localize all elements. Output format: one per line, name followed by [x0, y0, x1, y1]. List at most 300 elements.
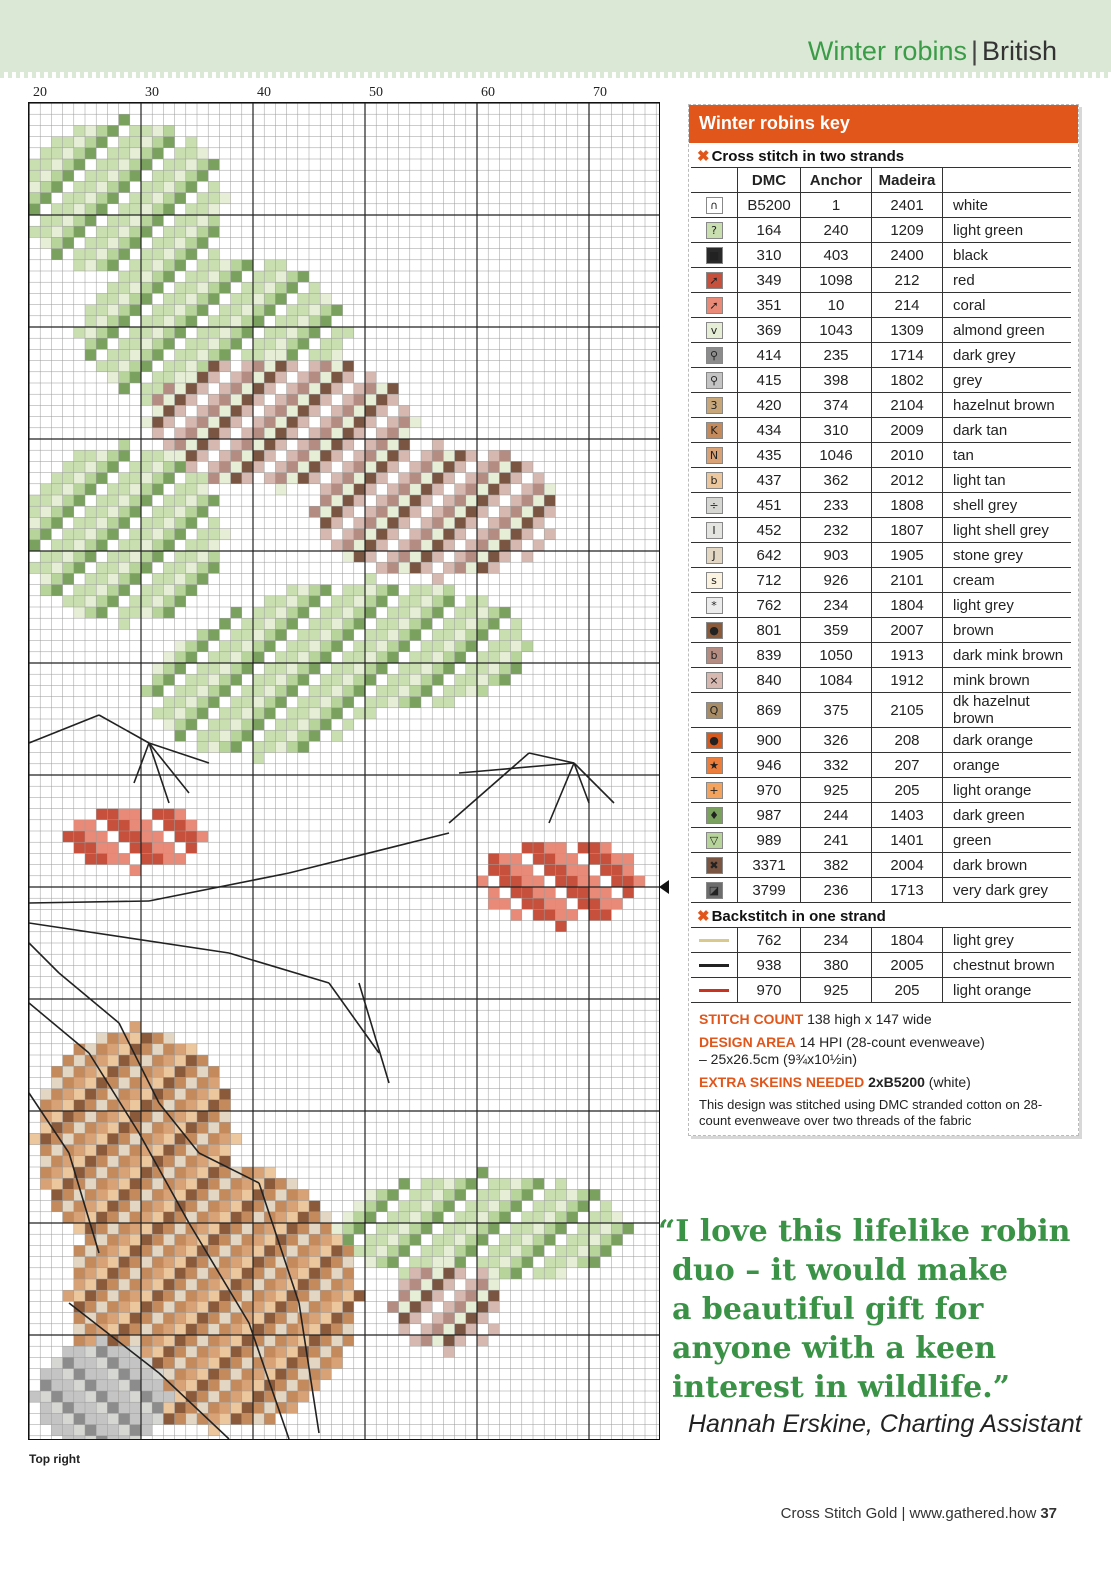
stitch-cell: [242, 741, 253, 752]
stitch-cell: [208, 405, 219, 416]
stitch-cell: [443, 618, 454, 629]
stitch-cell: [387, 529, 398, 540]
key-row: [691, 568, 1071, 593]
stitch-cell: [186, 1245, 197, 1256]
stitch-cell: [152, 1212, 163, 1223]
stitch-cell: [410, 629, 421, 640]
stitch-cell: [320, 439, 331, 450]
stitch-cell: [600, 853, 611, 864]
stitch-cell: [40, 1402, 51, 1413]
stitch-cell: [74, 148, 85, 159]
stitch-cell: [51, 237, 62, 248]
stitch-cell: [589, 1189, 600, 1200]
stitch-cell: [208, 1167, 219, 1178]
colour-name-header: [943, 168, 1072, 193]
dmc-code: 762: [738, 928, 801, 953]
stitch-cell: [376, 629, 387, 640]
stitch-cell: [163, 1402, 174, 1413]
key-symbol: [691, 243, 738, 268]
stitch-cell: [29, 170, 40, 181]
stitch-cell: [197, 305, 208, 316]
stitch-cell: [477, 529, 488, 540]
colour-name: almond green: [943, 318, 1072, 343]
stitch-cell: [432, 573, 443, 584]
stitch-cell: [331, 517, 342, 528]
stitch-cell: [197, 193, 208, 204]
stitch-cell: [455, 674, 466, 685]
anchor-code: 380: [801, 953, 872, 978]
stitch-cell: [219, 719, 230, 730]
stitch-cell: [477, 1324, 488, 1335]
stitch-cell: [175, 1145, 186, 1156]
dmc-code: 164: [738, 218, 801, 243]
anchor-code: 1046: [801, 443, 872, 468]
madeira-code: 205: [872, 978, 943, 1003]
stitch-cell: [387, 551, 398, 562]
stitch-cell: [219, 529, 230, 540]
stitch-cell: [197, 450, 208, 461]
stitch-cell: [85, 181, 96, 192]
stitch-cell: [96, 495, 107, 506]
key-row: [691, 828, 1071, 853]
stitch-cell: [466, 495, 477, 506]
stitch-cell: [175, 1066, 186, 1077]
key-symbol: [691, 643, 738, 668]
stitch-cell: [119, 596, 130, 607]
stitch-cell: [499, 1212, 510, 1223]
stitch-cell: [399, 1245, 410, 1256]
stitch-cell: [219, 652, 230, 663]
dmc-code: 420: [738, 393, 801, 418]
cross-stitch-heading-text: Cross stitch in two strands: [711, 148, 905, 165]
stitch-cell: [119, 170, 130, 181]
stitch-cell: [443, 1178, 454, 1189]
stitch-cell: [298, 730, 309, 741]
stitch-cell: [130, 450, 141, 461]
stitch-cell: [130, 1145, 141, 1156]
stitch-cell: [107, 1100, 118, 1111]
stitch-cell: [298, 618, 309, 629]
stitch-cell: [219, 1369, 230, 1380]
stitch-cell: [51, 193, 62, 204]
stitch-cell: [130, 349, 141, 360]
stitch-cell: [320, 607, 331, 618]
stitch-cell: [365, 473, 376, 484]
stitch-cell: [107, 585, 118, 596]
stitch-cell: [421, 1223, 432, 1234]
anchor-code: 233: [801, 493, 872, 518]
stitch-cell: [130, 383, 141, 394]
stitch-cell: [175, 417, 186, 428]
stitch-cell: [74, 1077, 85, 1088]
stitch-cell: [264, 652, 275, 663]
symbol-swatch: b: [706, 472, 723, 489]
stitch-cell: [85, 305, 96, 316]
stitch-cell: [443, 641, 454, 652]
stitch-cell: [253, 1245, 264, 1256]
stitch-cell: [298, 674, 309, 685]
backstitch-line: [289, 833, 449, 873]
stitch-cell: [611, 865, 622, 876]
stitch-cell: [399, 663, 410, 674]
key-row: [691, 803, 1071, 828]
anchor-code: 398: [801, 368, 872, 393]
stitch-cell: [107, 461, 118, 472]
stitch-cell: [298, 1257, 309, 1268]
stitch-cell: [432, 506, 443, 517]
stitch-cell: [365, 394, 376, 405]
stitch-cell: [376, 1212, 387, 1223]
stitch-cell: [343, 428, 354, 439]
stitch-cell: [152, 663, 163, 674]
stitch-cell: [119, 1413, 130, 1424]
stitch-cell: [298, 596, 309, 607]
anchor-code: 1043: [801, 318, 872, 343]
stitch-cell: [443, 607, 454, 618]
stitch-cell: [399, 461, 410, 472]
stitch-cell: [275, 1369, 286, 1380]
stitch-cell: [85, 148, 96, 159]
stitch-cell: [399, 697, 410, 708]
stitch-cell: [186, 842, 197, 853]
stitch-cell: [343, 495, 354, 506]
stitch-cell: [163, 204, 174, 215]
stitch-cell: [85, 1156, 96, 1167]
dmc-code: 434: [738, 418, 801, 443]
key-symbol: [691, 593, 738, 618]
stitch-cell: [141, 495, 152, 506]
stitch-cell: [466, 1268, 477, 1279]
stitch-cell: [163, 1201, 174, 1212]
stitch-cell: [477, 1268, 488, 1279]
stitch-cell: [555, 876, 566, 887]
stitch-cell: [522, 495, 533, 506]
stitch-cell: [51, 1100, 62, 1111]
stitch-cell: [63, 1122, 74, 1133]
stitch-cell: [511, 865, 522, 876]
backstitch-line: [549, 763, 574, 823]
stitch-cell: [175, 428, 186, 439]
madeira-code: 2101: [872, 568, 943, 593]
stitch-cell: [242, 316, 253, 327]
stitch-cell: [107, 551, 118, 562]
stitch-cell: [130, 1201, 141, 1212]
stitch-cell: [376, 495, 387, 506]
stitch-cell: [40, 215, 51, 226]
colour-name: stone grey: [943, 543, 1072, 568]
colour-name: brown: [943, 618, 1072, 643]
stitch-cell: [63, 1111, 74, 1122]
stitch-cell: [85, 1335, 96, 1346]
stitch-cell: [544, 1189, 555, 1200]
stitch-cell: [275, 1201, 286, 1212]
stitch-cell: [231, 282, 242, 293]
stitch-cell: [208, 215, 219, 226]
stitch-cell: [488, 517, 499, 528]
stitch-cell: [253, 1167, 264, 1178]
stitch-cell: [130, 1021, 141, 1032]
stitch-cell: [96, 1234, 107, 1245]
anchor-code: 332: [801, 753, 872, 778]
key-symbol: [691, 468, 738, 493]
stitching-note: This design was stitched using DMC stranded cotton on 28-count evenweave over two threads of the fabric: [699, 1097, 1043, 1128]
dmc-header: DMC: [738, 168, 801, 193]
colour-name: light shell grey: [943, 518, 1072, 543]
symbol-swatch: ⚲: [706, 347, 723, 364]
stitch-cell: [85, 484, 96, 495]
stitch-cell: [287, 585, 298, 596]
stitch-cell: [219, 361, 230, 372]
stitch-cell: [287, 1357, 298, 1368]
stitch-cell: [410, 562, 421, 573]
stitch-cell: [331, 305, 342, 316]
stitch-cell: [231, 730, 242, 741]
key-symbol: [691, 693, 738, 728]
colour-name: dk hazelnut brown: [943, 693, 1072, 728]
stitch-cell: [186, 1055, 197, 1066]
stitch-cell: [163, 125, 174, 136]
stitch-cell: [119, 529, 130, 540]
stitch-cell: [387, 663, 398, 674]
stitch-cell: [74, 461, 85, 472]
stitch-cell: [466, 1335, 477, 1346]
stitch-cell: [253, 293, 264, 304]
stitch-cell: [130, 1413, 141, 1424]
stitch-cell: [197, 473, 208, 484]
key-row: [691, 753, 1071, 778]
stitch-cell: [40, 204, 51, 215]
stitch-cell: [74, 1346, 85, 1357]
stitch-cell: [51, 484, 62, 495]
stitch-cell: [443, 562, 454, 573]
stitch-cell: [107, 1268, 118, 1279]
stitch-cell: [186, 1044, 197, 1055]
stitch-cell: [186, 1178, 197, 1189]
stitch-cell: [74, 1436, 85, 1439]
stitch-cell: [141, 1167, 152, 1178]
stitch-cell: [119, 226, 130, 237]
stitch-cell: [96, 1212, 107, 1223]
stitch-cell: [163, 1044, 174, 1055]
stitch-cell: [432, 1324, 443, 1335]
stitch-cell: [253, 719, 264, 730]
stitch-cell: [119, 293, 130, 304]
stitch-cell: [186, 1268, 197, 1279]
key-symbol: [691, 618, 738, 643]
stitch-cell: [354, 708, 365, 719]
colour-name: dark green: [943, 803, 1072, 828]
stitch-cell: [298, 338, 309, 349]
stitch-cell: [208, 1223, 219, 1234]
stitch-cell: [141, 1279, 152, 1290]
stitch-cell: [309, 741, 320, 752]
stitch-cell: [600, 887, 611, 898]
stitch-cell: [511, 652, 522, 663]
stitch-cell: [354, 394, 365, 405]
stitch-cell: [96, 1369, 107, 1380]
stitch-cell: [376, 405, 387, 416]
stitch-cell: [264, 741, 275, 752]
stitch-cell: [186, 495, 197, 506]
stitch-cell: [275, 439, 286, 450]
stitch-cell: [331, 663, 342, 674]
stitch-cell: [85, 125, 96, 136]
colour-name: red: [943, 268, 1072, 293]
stitch-cell: [141, 159, 152, 170]
stitch-cell: [130, 797, 141, 808]
stitch-cell: [29, 215, 40, 226]
stitch-cell: [231, 1380, 242, 1391]
stitch-cell: [309, 293, 320, 304]
stitch-cell: [443, 663, 454, 674]
stitch-cell: [219, 708, 230, 719]
colour-name: chestnut brown: [943, 953, 1072, 978]
stitch-cell: [119, 305, 130, 316]
stitch-cell: [253, 1391, 264, 1402]
stitch-cell: [533, 1257, 544, 1268]
stitch-cell: [298, 585, 309, 596]
stitch-cell: [320, 1335, 331, 1346]
stitch-cell: [477, 641, 488, 652]
stitch-cell: [331, 1357, 342, 1368]
stitch-cell: [219, 685, 230, 696]
stitch-cell: [175, 540, 186, 551]
stitch-cell: [354, 652, 365, 663]
stitch-cell: [231, 1212, 242, 1223]
stitch-cell: [242, 1268, 253, 1279]
stitch-cell: [354, 450, 365, 461]
stitch-cell: [275, 1313, 286, 1324]
stitch-cell: [231, 383, 242, 394]
stitch-cell: [533, 473, 544, 484]
stitch-cell: [309, 1290, 320, 1301]
stitch-cell: [29, 159, 40, 170]
stitch-cell: [74, 1290, 85, 1301]
backstitch-line: [529, 753, 574, 763]
stitch-cell: [130, 305, 141, 316]
stitch-cell: [141, 1111, 152, 1122]
stitch-cell: [175, 697, 186, 708]
stitch-cell: [331, 1268, 342, 1279]
stitch-cell: [197, 1257, 208, 1268]
stitch-cell: [309, 394, 320, 405]
stitch-cell: [96, 361, 107, 372]
anchor-code: 926: [801, 568, 872, 593]
cross-stitch-heading: [689, 143, 1078, 167]
anchor-code: 359: [801, 618, 872, 643]
stitch-cell: [219, 1335, 230, 1346]
stitch-cell: [331, 394, 342, 405]
stitch-cell: [309, 730, 320, 741]
stitch-cell: [600, 898, 611, 909]
stitch-cell: [85, 193, 96, 204]
stitch-cell: [130, 260, 141, 271]
stitch-cell: [208, 361, 219, 372]
key-symbol: [691, 393, 738, 418]
stitch-cell: [231, 708, 242, 719]
pull-quote: [658, 1212, 1082, 1407]
stitch-cell: [152, 170, 163, 181]
stitch-cell: [432, 629, 443, 640]
stitch-cell: [242, 293, 253, 304]
stitch-cell: [600, 876, 611, 887]
madeira-code: 1714: [872, 343, 943, 368]
stitch-cell: [287, 1402, 298, 1413]
madeira-code: 1912: [872, 668, 943, 693]
stitch-cell: [197, 562, 208, 573]
stitch-cell: [298, 282, 309, 293]
backstitch-line-sample: [691, 928, 738, 953]
stitch-cell: [141, 215, 152, 226]
stitch-cell: [186, 1313, 197, 1324]
stitch-cell: [466, 618, 477, 629]
stitch-cell: [298, 629, 309, 640]
stitch-cell: [51, 1425, 62, 1436]
colour-name: green: [943, 828, 1072, 853]
stitch-cell: [51, 204, 62, 215]
stitch-cell: [600, 909, 611, 920]
stitch-cell: [499, 450, 510, 461]
stitch-cell: [477, 607, 488, 618]
stitch-cell: [219, 461, 230, 472]
stitch-cell: [152, 529, 163, 540]
stitch-cell: [107, 361, 118, 372]
stitch-cell: [589, 853, 600, 864]
stitch-cell: [399, 1268, 410, 1279]
key-row: [691, 693, 1071, 728]
stitch-cell: [287, 338, 298, 349]
madeira-code: 2005: [872, 953, 943, 978]
stitch-cell: [466, 1290, 477, 1301]
stitch-cell: [85, 1436, 96, 1439]
stitch-cell: [488, 495, 499, 506]
stitch-cell: [477, 1313, 488, 1324]
dmc-code: 801: [738, 618, 801, 643]
stitch-cell: [141, 484, 152, 495]
stitch-cell: [376, 1201, 387, 1212]
stitch-cell: [455, 1335, 466, 1346]
stitch-cell: [208, 1324, 219, 1335]
stitch-cell: [253, 1234, 264, 1245]
stitch-cell: [29, 517, 40, 528]
stitch-cell: [298, 1369, 309, 1380]
stitch-cell: [275, 697, 286, 708]
stitch-cell: [40, 517, 51, 528]
stitch-cell: [253, 282, 264, 293]
stitch-cell: [152, 1391, 163, 1402]
stitch-cell: [410, 461, 421, 472]
stitch-cell: [533, 1212, 544, 1223]
stitch-cell: [208, 170, 219, 181]
stitch-cell: [455, 652, 466, 663]
stitch-cell: [119, 383, 130, 394]
stitch-cell: [298, 1201, 309, 1212]
stitch-cell: [320, 730, 331, 741]
stitch-cell: [242, 1335, 253, 1346]
stitch-cell: [107, 159, 118, 170]
stitch-cell: [163, 170, 174, 181]
stitch-cell: [320, 450, 331, 461]
stitch-cell: [264, 1346, 275, 1357]
stitch-cell: [242, 1346, 253, 1357]
stitch-cell: [399, 1189, 410, 1200]
stitch-cell: [175, 249, 186, 260]
stitch-cell: [264, 473, 275, 484]
stitch-cell: [63, 1077, 74, 1088]
stitch-cell: [354, 1234, 365, 1245]
stitch-cell: [365, 708, 376, 719]
stitch-cell: [152, 316, 163, 327]
